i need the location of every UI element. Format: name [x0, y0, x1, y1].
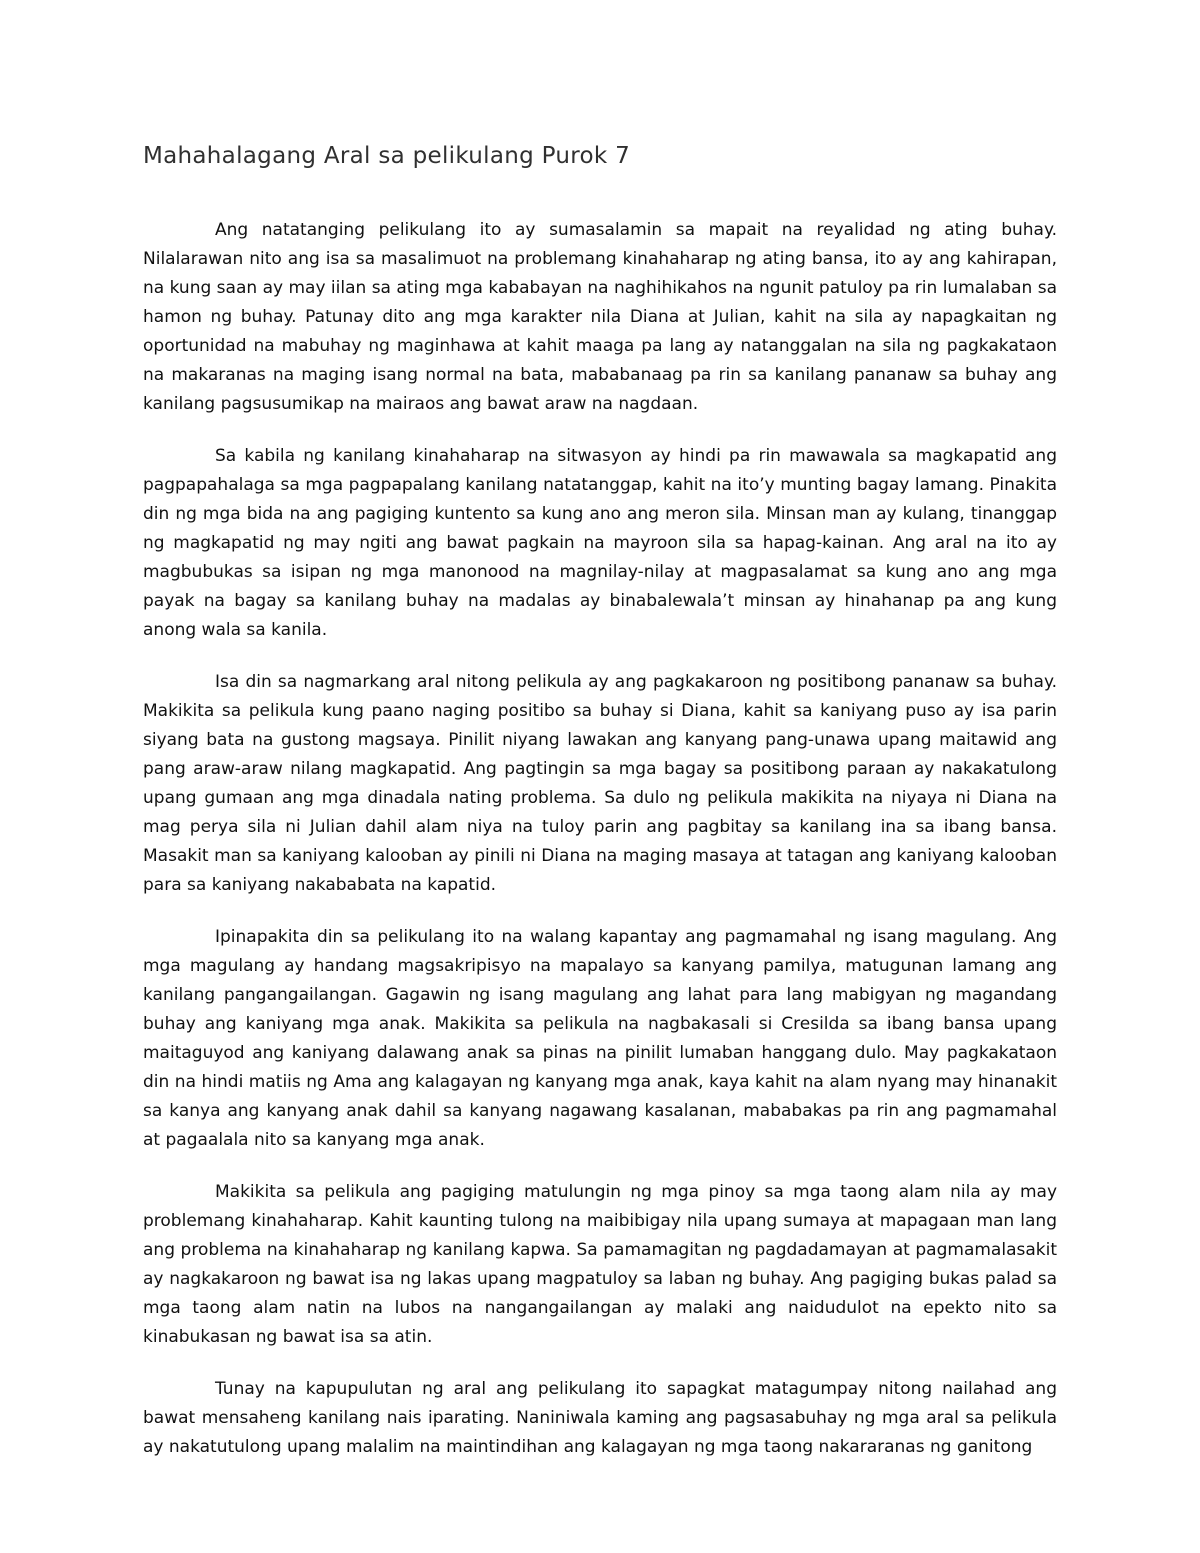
- paragraph-6: Tunay na kapupulutan ng aral ang pelikulang ito sapagkat matagumpay nitong nailahad ang bawat mensaheng kanilang nais iparating. Naniniwala kaming ang pagsasabuhay ng mga aral sa pelikula ay nakatutulong upang malalim na maintindihan ang kalagayan ng mga taong nakararanas ng ganitong: [143, 1379, 1057, 1457]
- paragraph-2: Sa kabila ng kanilang kinahaharap na sitwasyon ay hindi pa rin mawawala sa magkapatid ang pagpapahalaga sa mga pagpapalang kanilang natatanggap, kahit na ito’y munting bagay lamang. Pinakita din ng mga bida na ang pagiging kuntento sa kung ano ang meron sila. Minsan man ay kulang, tinanggap ng magkapatid ng may ngiti ang bawat pagkain na mayroon sila sa hapag-kainan. Ang aral na ito ay magbubukas sa isipan ng mga manonood na magnilay-nilay at magpasalamat sa kung ano ang mga payak na bagay sa kanilang buhay na madalas ay binabalewala’t minsan ay hinahanap pa ang kung anong wala sa kanila.: [143, 446, 1057, 640]
- document-body: [143, 216, 1057, 1462]
- paragraph-4: Ipinapakita din sa pelikulang ito na walang kapantay ang pagmamahal ng isang magulang. Ang mga magulang ay handang magsakripisyo na mapalayo sa kanyang pamilya, matugunan lamang ang kanilang pangangailangan. Gagawin ng isang magulang ang lahat para lang mabigyan ng magandang buhay ang kaniyang mga anak. Makikita sa pelikula na nagbakasali si Cresilda sa ibang bansa upang maitaguyod ang kaniyang dalawang anak sa pinas na pinilit lumaban hanggang dulo. May pagkakataon din na hindi matiis ng Ama ang kalagayan ng kanyang mga anak, kaya kahit na alam nyang may hinanakit sa kanya ang kanyang anak dahil sa kanyang nagawang kasalanan, mababakas pa rin ang pagmamahal at pagaalala nito sa kanyang mga anak.: [143, 927, 1057, 1150]
- document-title: Mahahalagang Aral sa pelikulang Purok 7: [143, 143, 631, 169]
- paragraph-1: Ang natatanging pelikulang ito ay sumasalamin sa mapait na reyalidad ng ating buhay. Nilalarawan nito ang isa sa masalimuot na problemang kinahaharap ng ating bansa, ito ay ang kahirapan, na kung saan ay may iilan sa ating mga kababayan na naghihikahos na ngunit patuloy pa rin lumalaban sa hamon ng buhay. Patunay dito ang mga karakter nila Diana at Julian, kahit na sila ay napagkaitan ng oportunidad na mabuhay ng maginhawa at kahit maaga pa lang ay natanggalan na sila ng pagkakataon na makaranas na maging isang normal na bata, mababanaag pa rin sa kanilang pananaw sa buhay ang kanilang pagsusumikap na mairaos ang bawat araw na nagdaan.: [143, 220, 1057, 414]
- paragraph-5: Makikita sa pelikula ang pagiging matulungin ng mga pinoy sa mga taong alam nila ay may problemang kinahaharap. Kahit kaunting tulong na maibibigay nila upang sumaya at mapagaan man lang ang problema na kinahaharap ng kanilang kapwa. Sa pamamagitan ng pagdadamayan at pagmamalasakit ay nagkakaroon ng bawat isa ng lakas upang magpatuloy sa laban ng buhay. Ang pagiging bukas palad sa mga taong alam natin na lubos na nangangailangan ay malaki ang naidudulot na epekto nito sa kinabukasan ng bawat isa sa atin.: [143, 1182, 1057, 1347]
- paragraph-3: Isa din sa nagmarkang aral nitong pelikula ay ang pagkakaroon ng positibong pananaw sa buhay. Makikita sa pelikula kung paano naging positibo sa buhay si Diana, kahit sa kaniyang puso ay isa parin siyang bata na gustong magsaya. Pinilit niyang lawakan ang kanyang pang-unawa upang maitawid ang pang araw-araw nilang magkapatid. Ang pagtingin sa mga bagay sa positibong paraan ay nakakatulong upang gumaan ang mga dinadala nating problema. Sa dulo ng pelikula makikita na niyaya ni Diana na mag perya sila ni Julian dahil alam niya na tuloy parin ang pagbitay sa kanilang ina sa ibang bansa. Masakit man sa kaniyang kalooban ay pinili ni Diana na maging masaya at tatagan ang kaniyang kalooban para sa kaniyang nakababata na kapatid.: [143, 672, 1057, 895]
